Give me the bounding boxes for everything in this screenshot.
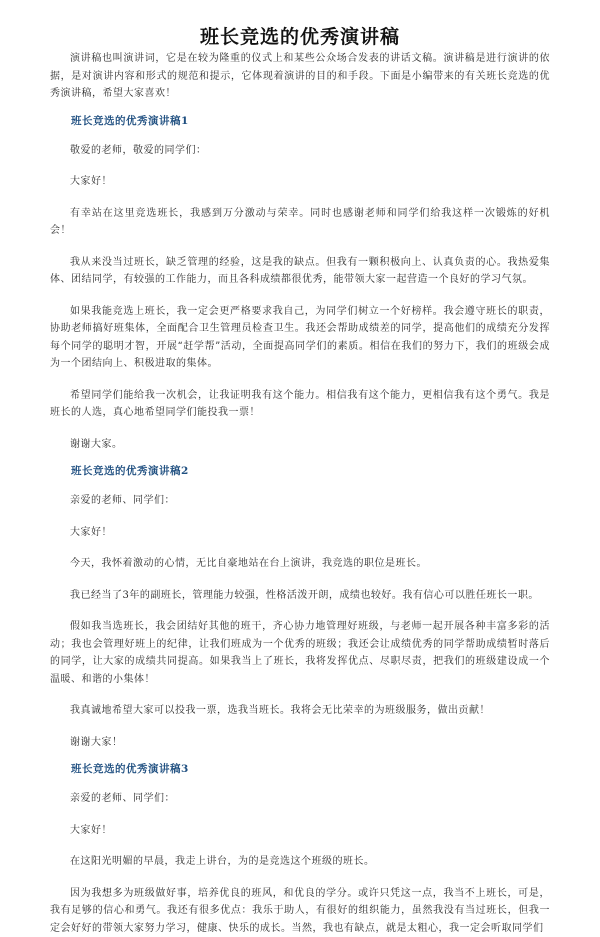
speech-2-greeting: 亲爱的老师、同学们： — [50, 492, 550, 510]
speech-1-paragraph: 希望同学们能给我一次机会，让我证明我有这个能力。相信我有这个能力，更相信我有这个勇气。我是班长的人选，真心地希望同学们能投我一票！ — [50, 387, 550, 422]
speech-2-hello: 大家好！ — [50, 524, 550, 542]
speech-3-greeting: 亲爱的老师、同学们： — [50, 790, 550, 808]
speech-1-paragraph: 有幸站在这里竞选班长，我感到万分激动与荣幸。同时也感谢老师和同学们给我这样一次锻炼的好机会！ — [50, 205, 550, 240]
speech-1-hello: 大家好！ — [50, 173, 550, 191]
speech-section-1 — [50, 113, 550, 454]
speech-3-paragraph: 在这阳光明媚的早晨，我走上讲台，为的是竞选这个班级的班长。 — [50, 853, 550, 871]
page-title: 班长竞选的优秀演讲稿 — [50, 0, 550, 50]
speech-2-paragraph: 我已经当了3年的副班长，管理能力较强，性格活泼开朗，成绩也较好。我有信心可以胜任班长一职。 — [50, 587, 550, 605]
speech-2-paragraph: 我真诚地希望大家可以投我一票，选我当班长。我将会无比荣幸的为班级服务，做出贡献！ — [50, 702, 550, 720]
speech-1-paragraph: 我从来没当过班长，缺乏管理的经验，这是我的缺点。但我有一颗积极向上、认真负责的心。我热爱集体、团结同学，有较强的工作能力，而且各科成绩都很优秀，能带领大家一起营造一个良好的学习气氛。 — [50, 254, 550, 289]
speech-1-paragraph: 如果我能竞选上班长，我一定会更严格要求我自己，为同学们树立一个好榜样。我会遵守班长的职责，协助老师搞好班集体，全面配合卫生管理员检查卫生。我还会帮助成绩差的同学，提高他们的成绩充分发挥每个同学的聪明才智，开展“赶学帮”活动，全面提高同学们的素质。相信在我们的努力下，我们的班级会成为一个团结向上、积极进取的集体。 — [50, 303, 550, 373]
speech-3-paragraph: 因为我想多为班级做好事，培养优良的班风，和优良的学分。或许只凭这一点，我当不上班长，可是，我有足够的信心和勇气。我还有很多优点：我乐于助人，有很好的组织能力，虽然我没有当过班长，但我一定会好好的带领大家努力学习，健康、快乐的成长。当然，我也有缺点，就是太粗心，我一定会听取同学们 — [50, 885, 550, 937]
speech-2-closing: 谢谢大家！ — [50, 734, 550, 752]
speech-heading-2: 班长竞选的优秀演讲稿2 — [50, 463, 550, 480]
speech-2-paragraph: 今天，我怀着激动的心情，无比自豪地站在台上演讲，我竞选的职位是班长。 — [50, 555, 550, 573]
speech-heading-3: 班长竞选的优秀演讲稿3 — [50, 761, 550, 778]
speech-1-greeting: 敬爱的老师，敬爱的同学们： — [50, 142, 550, 160]
speech-3-hello: 大家好！ — [50, 822, 550, 840]
speech-2-paragraph: 假如我当选班长，我会团结好其他的班干，齐心协力地管理好班级，与老师一起开展各种丰富多彩的活动；我也会管理好班上的纪律，让我们班成为一个优秀的班级；我还会让成绩优秀的同学帮助成绩暂时落后的同学，让大家的成绩共同提高。如果我当上了班长，我将发挥优点、尽职尽责，把我们的班级建设成一个温暖、和谐的小集体！ — [50, 618, 550, 688]
speech-heading-1: 班长竞选的优秀演讲稿1 — [50, 113, 550, 130]
speech-section-2 — [50, 463, 550, 751]
speech-section-3 — [50, 761, 550, 937]
intro-paragraph: 演讲稿也叫演讲词，它是在较为隆重的仪式上和某些公众场合发表的讲话文稿。演讲稿是进行演讲的依据，是对演讲内容和形式的规范和提示，它体现着演讲的目的和手段。下面是小编带来的有关班长竞选的优秀演讲稿，希望大家喜欢！ — [50, 50, 550, 103]
speech-1-closing: 谢谢大家。 — [50, 436, 550, 454]
